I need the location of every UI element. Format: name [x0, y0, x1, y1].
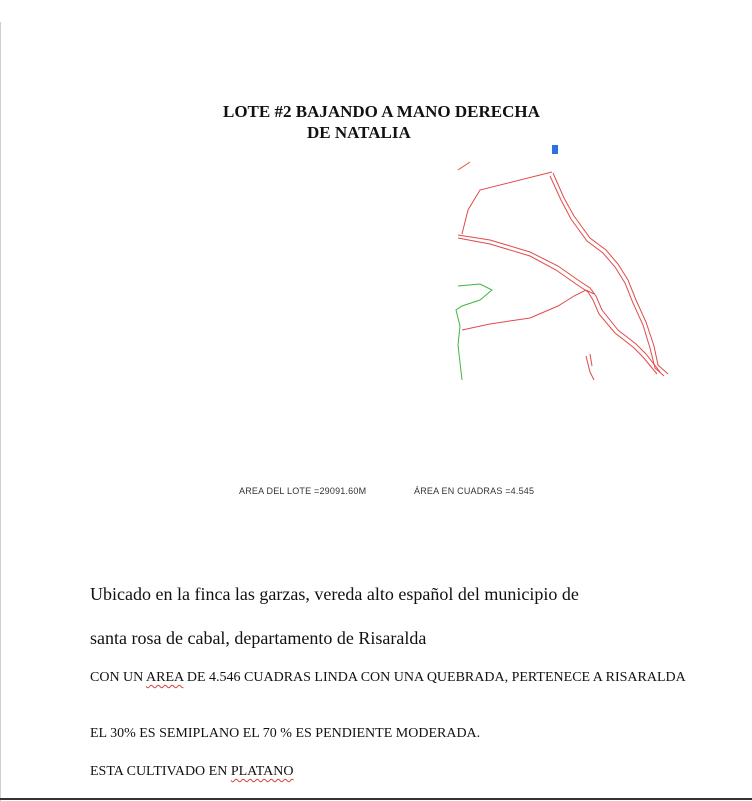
adjacent-boundary-line	[456, 284, 492, 380]
area-lote-caption: AREA DEL LOTE =29091.60M	[239, 486, 367, 496]
boundary-line	[462, 290, 594, 330]
crop-description	[90, 764, 690, 780]
area-description-suffix: DE 4.546 CUADRAS LINDA CON UNA QUEBRADA, PERTENECE A RISARALDA	[183, 670, 686, 685]
document-title-line1: LOTE #2 BAJANDO A MANO DERECHA	[223, 102, 540, 121]
location-paragraph-line1: Ubicado en la finca las garzas, vereda alto español del municipio de	[90, 584, 579, 604]
boundary-line	[458, 235, 660, 372]
area-word: AREA	[146, 670, 184, 685]
page-bottom-divider	[0, 798, 752, 800]
boundary-line	[462, 172, 552, 234]
boundary-line	[586, 356, 594, 380]
page-border	[0, 22, 1, 801]
map-marker-icon	[552, 145, 558, 154]
lot-boundary-map	[450, 140, 680, 390]
crop-description-prefix: ESTA CULTIVADO EN	[90, 764, 231, 779]
slope-description: EL 30% ES SEMIPLANO EL 70 % ES PENDIENTE MODERADA.	[90, 726, 481, 741]
boundary-line	[553, 173, 668, 374]
location-paragraph-line2: santa rosa de cabal, departamento de Risaralda	[90, 628, 427, 648]
boundary-line	[590, 354, 592, 366]
boundary-line	[458, 162, 470, 170]
crop-word: PLATANO	[230, 764, 294, 779]
area-cuadras-caption: ÁREA EN CUADRAS =4.545	[414, 486, 535, 496]
area-description-prefix: CON UN	[90, 670, 147, 685]
document-title-line2: DE NATALIA	[307, 123, 411, 142]
area-description	[90, 670, 690, 686]
boundary-line	[550, 176, 664, 376]
